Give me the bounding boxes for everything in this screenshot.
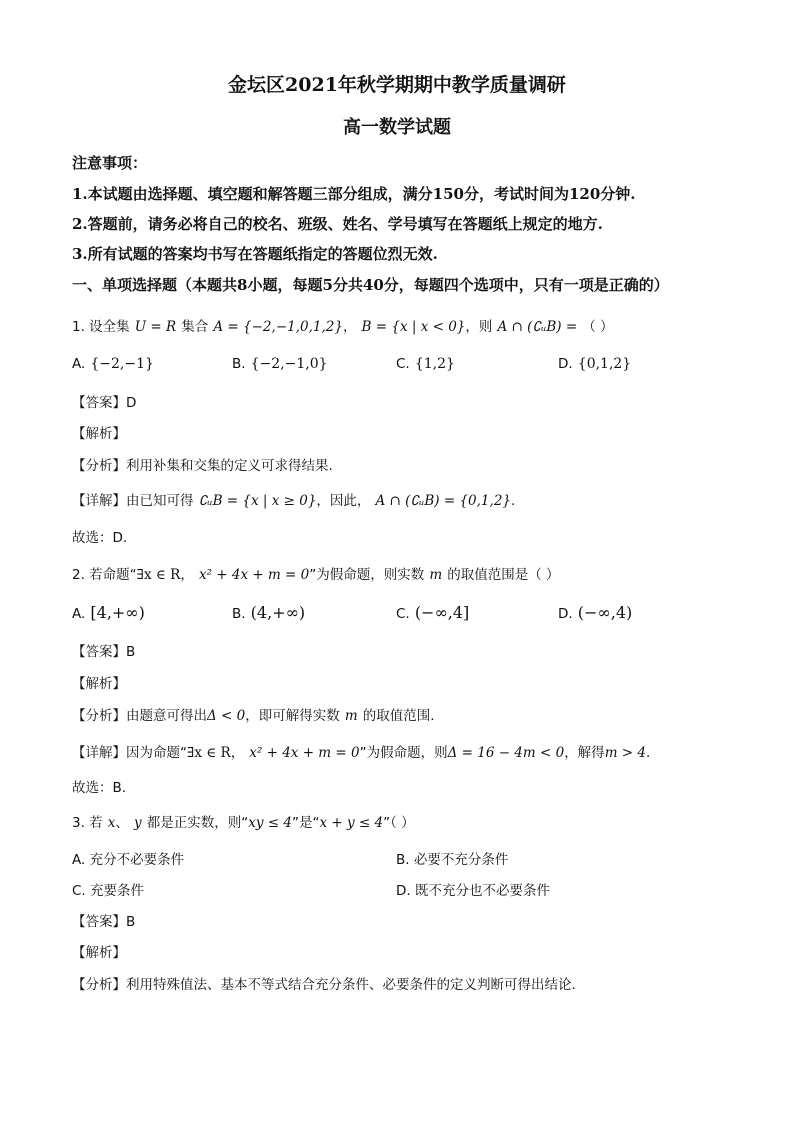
- question-2-option-a: A. [4,+∞): [72, 603, 145, 622]
- question-1-choice: 故选：D.: [72, 530, 128, 546]
- question-3-option-d: D. 既不充分也不必要条件: [396, 883, 550, 899]
- question-2-option-c: C. (−∞,4]: [396, 603, 470, 622]
- question-1-option-c: C. {1,2}: [396, 356, 455, 372]
- question-2-option-d: D. (−∞,4): [558, 603, 633, 622]
- notice-item-2: 2.答题前，请务必将自己的校名、班级、姓名、学号填写在答题纸上规定的地方.: [72, 215, 603, 233]
- question-2-analysis-label: 【解析】: [72, 676, 126, 692]
- question-3-answer: 【答案】B: [72, 914, 136, 930]
- question-1-analysis-label: 【解析】: [72, 426, 126, 442]
- section-heading: 一、单项选择题（本题共8小题，每题5分共40分，每题四个选项中，只有一项是正确的）: [72, 276, 669, 294]
- question-1-option-a: A. {−2,−1}: [72, 356, 154, 372]
- question-1-option-b: B. {−2,−1,0}: [232, 356, 328, 372]
- question-1-answer: 【答案】D: [72, 395, 137, 411]
- question-1-option-d: D. {0,1,2}: [558, 356, 632, 372]
- question-1-stem: 1. 设全集 U = R 集合 A = {−2,−1,0,1,2}， B = {x | x < 0}，则 A ∩ (∁ᵤB) = （ ）: [72, 319, 614, 335]
- notice-heading: 注意事项：: [72, 154, 148, 172]
- exam-subtitle: 高一数学试题: [343, 117, 451, 138]
- question-3-option-b: B. 必要不充分条件: [396, 852, 509, 868]
- question-2-choice: 故选：B.: [72, 780, 127, 796]
- question-1-fenxi: 【分析】利用补集和交集的定义可求得结果.: [72, 458, 333, 474]
- question-1-detail: 【详解】由已知可得 ∁ᵤB = {x | x ≥ 0}，因此， A ∩ (∁ᵤB) = {0,1,2}.: [72, 493, 516, 509]
- question-3-analysis-label: 【解析】: [72, 945, 126, 961]
- question-2-stem: 2. 若命题“∃x ∈ R， x² + 4x + m = 0”为假命题，则实数 m 的取值范围是（ ）: [72, 567, 560, 583]
- question-3-fenxi: 【分析】利用特殊值法、基本不等式结合充分条件、必要条件的定义判断可得出结论.: [72, 977, 576, 993]
- exam-title: 金坛区2021年秋学期期中教学质量调研: [228, 74, 566, 96]
- question-2-option-b: B. (4,+∞): [232, 603, 306, 622]
- question-3-stem: 3. 若 x、 y 都是正实数，则“xy ≤ 4”是“x + y ≤ 4”（ ）: [72, 815, 415, 831]
- question-2-answer: 【答案】B: [72, 644, 136, 660]
- notice-item-3: 3.所有试题的答案均书写在答题纸指定的答题位烈无效.: [72, 245, 438, 263]
- question-2-fenxi: 【分析】由题意可得出Δ < 0，即可解得实数 m 的取值范围.: [72, 708, 435, 724]
- question-2-detail: 【详解】因为命题“∃x ∈ R， x² + 4x + m = 0”为假命题，则Δ = 16 − 4m < 0，解得m > 4.: [72, 745, 651, 761]
- question-3-option-a: A. 充分不必要条件: [72, 852, 185, 868]
- notice-item-1: 1.本试题由选择题、填空题和解答题三部分组成，满分150分，考试时间为120分钟.: [72, 185, 636, 203]
- question-3-option-c: C. 充要条件: [72, 883, 145, 899]
